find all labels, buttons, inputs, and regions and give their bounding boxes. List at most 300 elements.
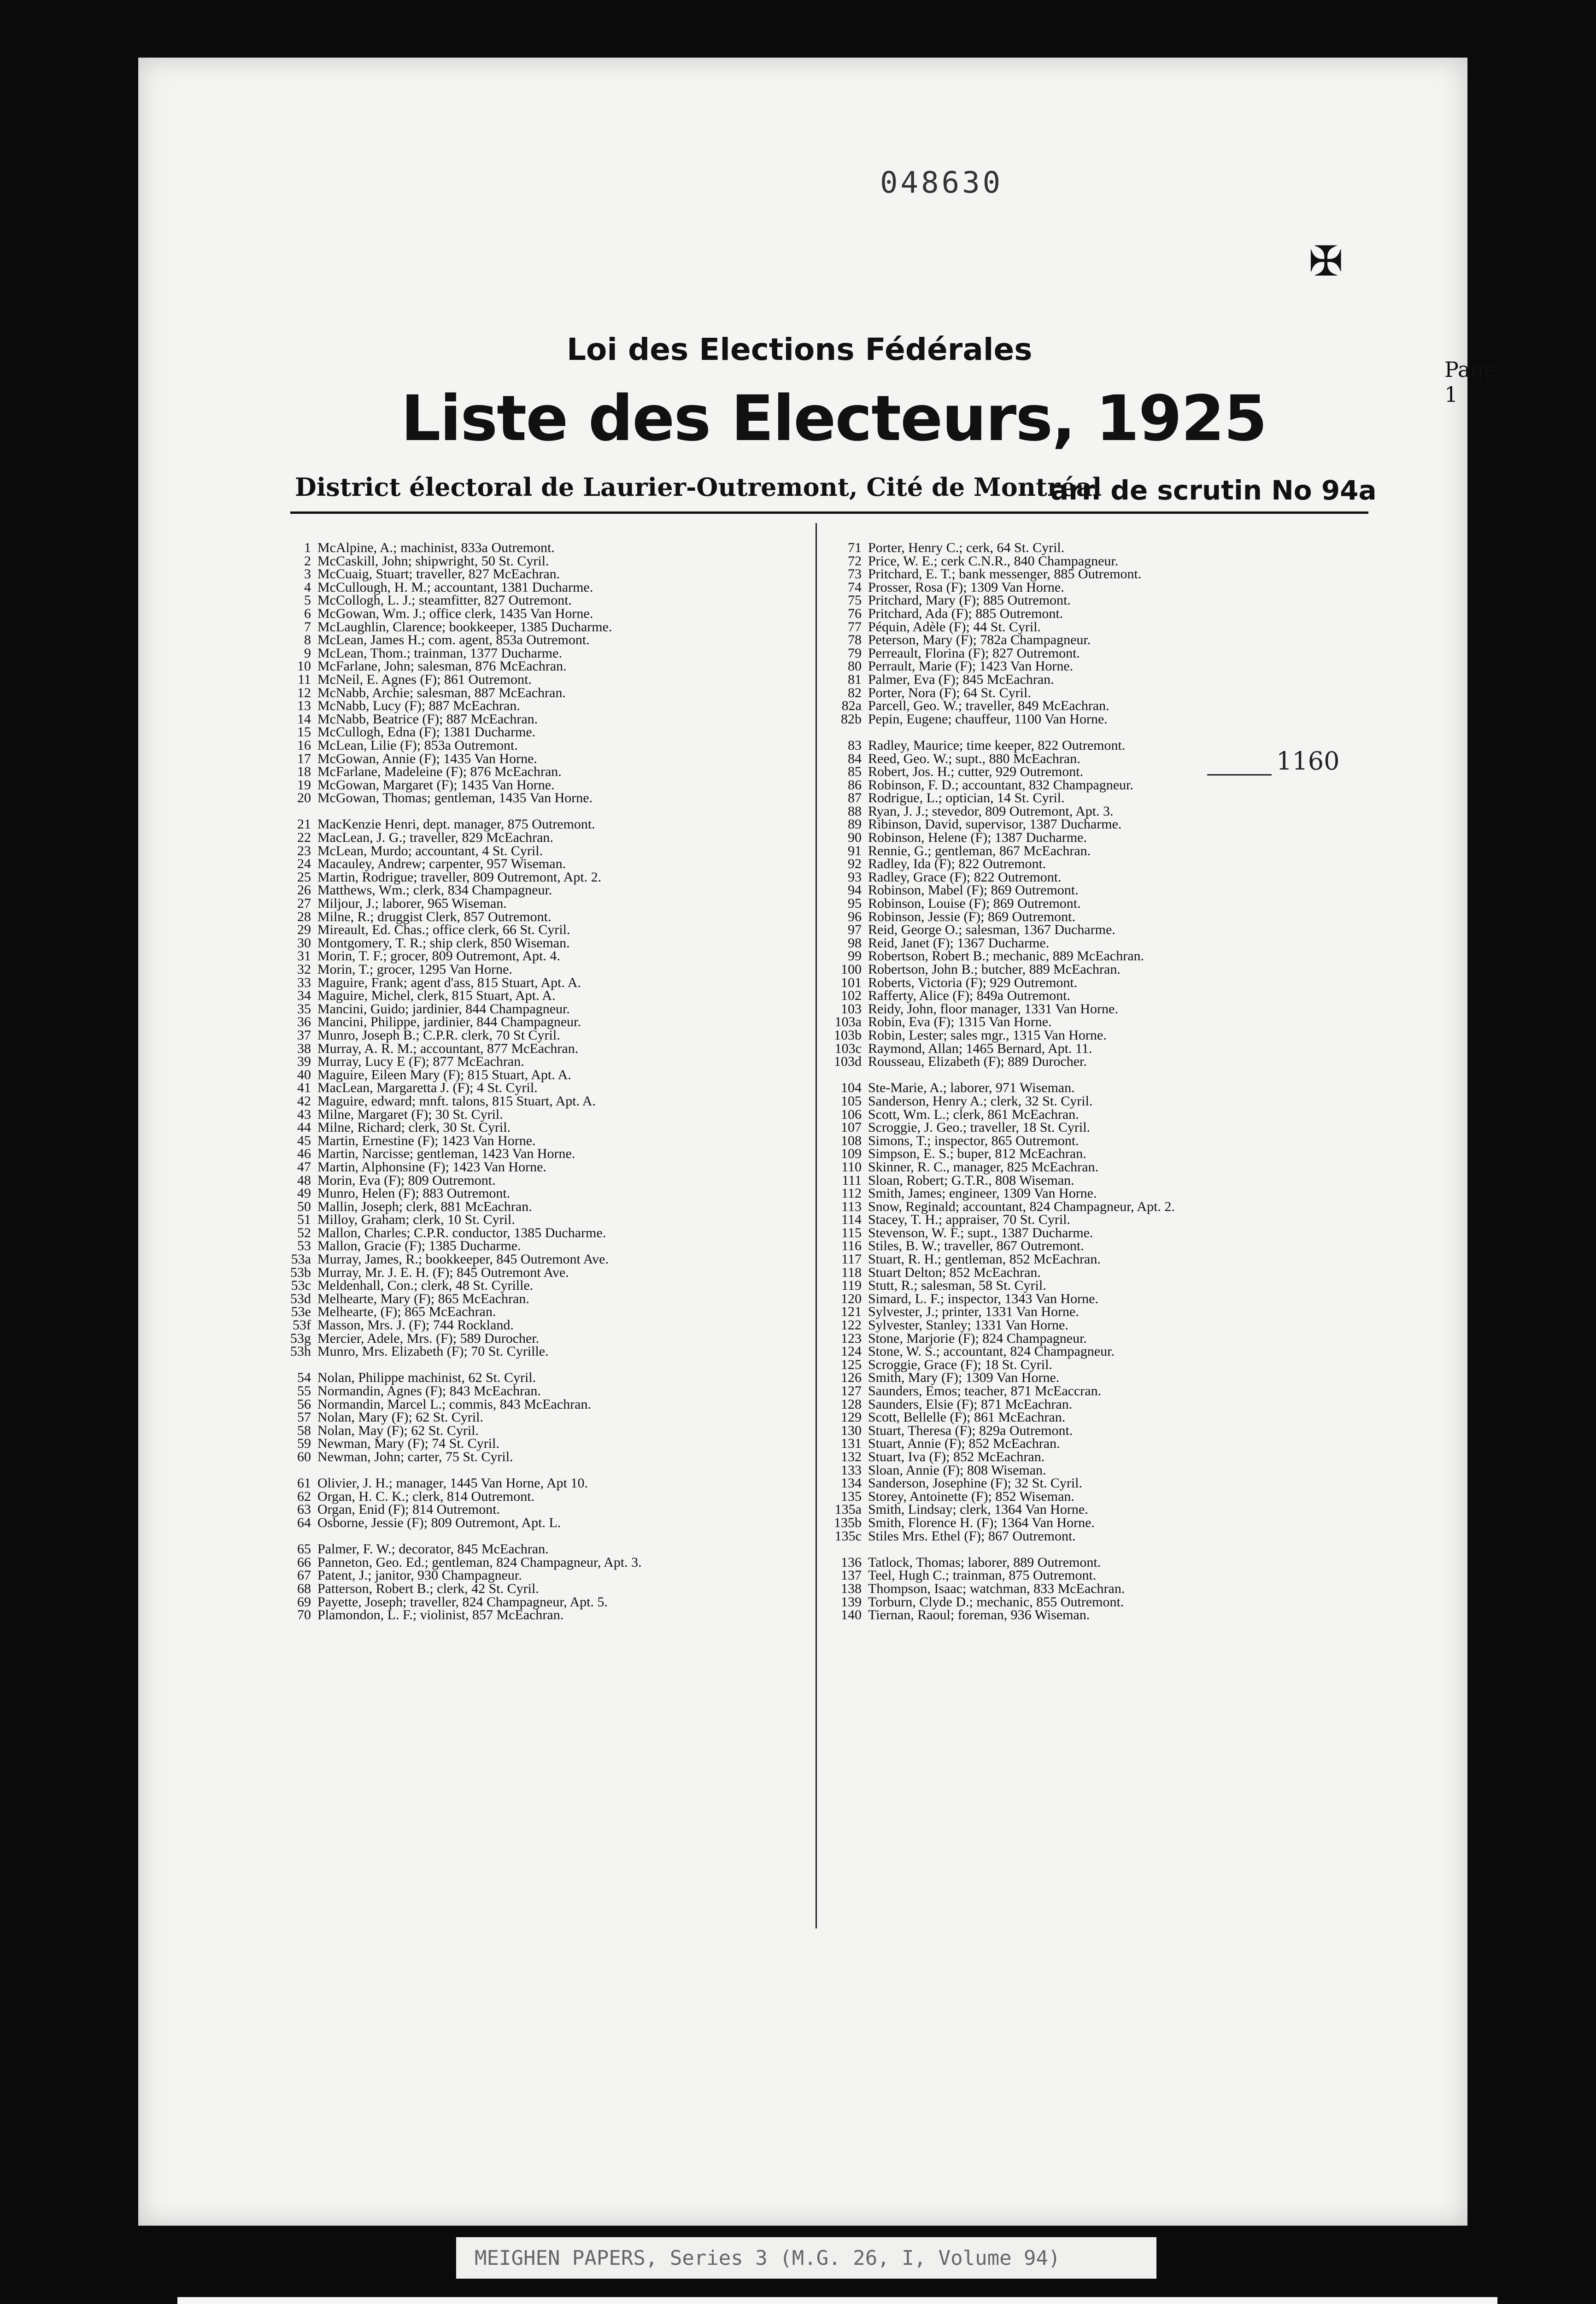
district-label: District électoral de Laurier-Outremont, Cité de Montréal xyxy=(295,472,1102,502)
elector-number: 40 xyxy=(297,1067,311,1082)
elector-details: Skinner, R. C., manager, 825 McEachran. xyxy=(868,1159,1098,1175)
elector-number: 140 xyxy=(841,1607,862,1623)
elector-entry xyxy=(276,858,806,871)
elector-number: 79 xyxy=(848,645,862,661)
elector-number: 133 xyxy=(841,1462,862,1478)
elector-details: Sanderson, Henry A.; clerk, 32 St. Cyril. xyxy=(868,1093,1093,1109)
elector-number: 113 xyxy=(841,1199,862,1214)
elector-number: 83 xyxy=(848,737,862,753)
list-gap xyxy=(827,1069,1380,1082)
elector-details: MacLean, J. G.; traveller, 829 McEachran. xyxy=(317,830,553,846)
elector-details: Torburn, Clyde D.; mechanic, 855 Outremont. xyxy=(868,1594,1124,1610)
elector-details: Maguire, Michel, clerk, 815 Stuart, Apt. A. xyxy=(317,988,556,1004)
elector-number: 99 xyxy=(848,948,862,964)
elector-number: 34 xyxy=(297,988,311,1004)
elector-details: Smith, Mary (F); 1309 Van Horne. xyxy=(868,1370,1060,1386)
elector-number: 82 xyxy=(848,685,862,700)
elector-entry xyxy=(276,897,806,911)
elector-number: 93 xyxy=(848,869,862,885)
elector-entry xyxy=(827,1293,1380,1306)
elector-details: Sloan, Robert; G.T.R., 808 Wiseman. xyxy=(868,1172,1074,1188)
elector-number: 101 xyxy=(841,975,862,990)
elector-details: Martin, Alphonsine (F); 1423 Van Horne. xyxy=(317,1159,546,1175)
elector-number: 103b xyxy=(834,1027,862,1043)
elector-entry xyxy=(276,1003,806,1016)
elector-details: Maguire, edward; mnft. talons, 815 Stuart, Apt. A. xyxy=(317,1093,596,1109)
elector-number: 92 xyxy=(848,856,862,872)
list-gap xyxy=(276,1530,806,1543)
elector-entry xyxy=(276,607,806,621)
elector-number: 67 xyxy=(297,1568,311,1583)
elector-number: 55 xyxy=(297,1383,311,1399)
elector-entry xyxy=(276,963,806,976)
elector-entry xyxy=(276,1121,806,1134)
elector-details: McNabb, Lucy (F); 887 McEachran. xyxy=(317,698,520,714)
elector-details: Milne, Richard; clerk, 30 St. Cyril. xyxy=(317,1120,511,1135)
elector-entry xyxy=(276,1490,806,1504)
elector-entry xyxy=(827,1161,1380,1174)
elector-details: Murray, Lucy E (F); 877 McEachran. xyxy=(317,1054,524,1070)
elector-entry xyxy=(827,1200,1380,1214)
elector-details: Price, W. E.; cerk C.N.R., 840 Champagneur. xyxy=(868,553,1119,569)
elector-entry xyxy=(276,1582,806,1596)
elector-details: McFarlane, John; salesman, 876 McEachran. xyxy=(317,658,567,674)
elector-number: 110 xyxy=(841,1159,862,1175)
elector-entry xyxy=(276,1596,806,1609)
elector-number: 45 xyxy=(297,1133,311,1148)
elector-details: McGowan, Margaret (F); 1435 Van Horne. xyxy=(317,777,555,793)
elector-details: Mallon, Charles; C.P.R. conductor, 1385 Ducharme. xyxy=(317,1225,606,1240)
elector-details: Perrault, Marie (F); 1423 Van Horne. xyxy=(868,658,1074,674)
elector-entry xyxy=(827,660,1380,673)
elector-details: McNabb, Beatrice (F); 887 McEachran. xyxy=(317,711,538,727)
elector-details: Normandin, Marcel L.; commis, 843 McEachran. xyxy=(317,1396,591,1412)
elector-entry xyxy=(276,687,806,700)
elector-details: Mallin, Joseph; clerk, 881 McEachran. xyxy=(317,1199,532,1214)
elector-number: 72 xyxy=(848,553,862,569)
elector-number: 89 xyxy=(848,817,862,832)
elector-number: 53e xyxy=(291,1304,311,1320)
elector-entry xyxy=(276,937,806,950)
elector-details: McGowan, Wm. J.; office clerk, 1435 Van Horne. xyxy=(317,605,593,621)
elector-details: MacKenzie Henri, dept. manager, 875 Outremont. xyxy=(317,817,595,832)
elector-number: 124 xyxy=(841,1344,862,1359)
elector-number: 5 xyxy=(304,593,311,608)
elector-number: 107 xyxy=(841,1120,862,1135)
elector-entry xyxy=(827,568,1380,581)
elector-details: Murray, A. R. M.; accountant, 877 McEachran. xyxy=(317,1040,579,1056)
main-title: Liste des Electeurs, 1925 xyxy=(401,382,1267,455)
elector-number: 117 xyxy=(841,1252,862,1267)
elector-number: 69 xyxy=(297,1594,311,1610)
elector-number: 46 xyxy=(297,1146,311,1162)
list-gap xyxy=(276,1464,806,1477)
elector-entry xyxy=(276,1293,806,1306)
elector-details: Patterson, Robert B.; clerk, 42 St. Cyril. xyxy=(317,1581,539,1596)
elector-number: 82a xyxy=(841,698,862,714)
elector-details: Stiles, B. W.; traveller, 867 Outremont. xyxy=(868,1238,1084,1254)
elector-number: 86 xyxy=(848,777,862,793)
elector-entry xyxy=(276,1187,806,1200)
elector-entry xyxy=(827,1530,1380,1543)
elector-entry xyxy=(276,1411,806,1424)
handwritten-annotation: 1160 xyxy=(1276,746,1340,776)
elector-number: 112 xyxy=(841,1186,862,1201)
elector-entry xyxy=(827,1042,1380,1056)
elector-number: 13 xyxy=(297,698,311,714)
elector-entry xyxy=(276,1371,806,1385)
elector-number: 134 xyxy=(841,1475,862,1491)
elector-entry xyxy=(276,1305,806,1319)
elector-details: Milne, Margaret (F); 30 St. Cyril. xyxy=(317,1106,503,1122)
elector-entry xyxy=(276,739,806,752)
elector-details: Macauley, Andrew; carpenter, 957 Wiseman. xyxy=(317,856,566,872)
elector-entry xyxy=(827,1424,1380,1438)
elector-number: 97 xyxy=(848,922,862,938)
elector-number: 1 xyxy=(304,540,311,555)
elector-entry xyxy=(276,765,806,779)
elector-details: Matthews, Wm.; clerk, 834 Champagneur. xyxy=(317,882,552,898)
elector-details: Mancini, Guido; jardinier, 844 Champagneur. xyxy=(317,1001,570,1017)
elector-entry xyxy=(276,1266,806,1280)
elector-details: McCullogh, Edna (F); 1381 Ducharme. xyxy=(317,724,536,740)
elector-entry xyxy=(827,1437,1380,1451)
elector-number: 58 xyxy=(297,1422,311,1438)
elector-details: Mancini, Philippe, jardinier, 844 Champagneur. xyxy=(317,1014,581,1030)
elector-number: 28 xyxy=(297,909,311,924)
elector-details: Stuart, R. H.; gentleman, 852 McEachran. xyxy=(868,1252,1101,1267)
elector-entry xyxy=(827,897,1380,911)
elector-details: Robin, Lester; sales mgr., 1315 Van Horne. xyxy=(868,1027,1107,1043)
elector-details: Melhearte, Mary (F); 865 McEachran. xyxy=(317,1291,529,1306)
elector-number: 68 xyxy=(297,1581,311,1596)
elector-details: McFarlane, Madeleine (F); 876 McEachran. xyxy=(317,764,562,780)
elector-details: Parcell, Geo. W.; traveller, 849 McEachran. xyxy=(868,698,1109,714)
elector-number: 10 xyxy=(297,658,311,674)
elector-entry xyxy=(827,805,1380,818)
elector-details: Stuart, Annie (F); 852 McEachran. xyxy=(868,1436,1060,1452)
elector-number: 87 xyxy=(848,790,862,806)
elector-number: 61 xyxy=(297,1475,311,1491)
elector-number: 19 xyxy=(297,777,311,793)
elector-details: Morin, T.; grocer, 1295 Van Horne. xyxy=(317,962,512,977)
elector-details: Pritchard, Mary (F); 885 Outremont. xyxy=(868,593,1071,608)
stamp-number: 048630 xyxy=(880,166,1003,200)
elector-details: Munro, Helen (F); 883 Outremont. xyxy=(317,1186,510,1201)
polling-division: arr. de scrutin No 94a xyxy=(1050,475,1377,506)
elector-entry xyxy=(276,647,806,660)
elector-details: Scroggie, Grace (F); 18 St. Cyril. xyxy=(868,1357,1052,1372)
elector-number: 38 xyxy=(297,1040,311,1056)
handwritten-line xyxy=(1207,774,1272,776)
elector-details: Stuart Delton; 852 McEachran. xyxy=(868,1264,1041,1280)
list-gap xyxy=(827,1543,1380,1556)
elector-number: 12 xyxy=(297,685,311,700)
elector-entry xyxy=(827,1003,1380,1016)
elector-entry xyxy=(276,1332,806,1346)
elector-number: 44 xyxy=(297,1120,311,1135)
elector-entry xyxy=(827,1147,1380,1161)
elector-entry xyxy=(276,1147,806,1161)
elector-number: 20 xyxy=(297,790,311,806)
elector-number: 123 xyxy=(841,1330,862,1346)
elector-details: Murray, James, R.; bookkeeper, 845 Outremont Ave. xyxy=(317,1252,609,1267)
elector-entry xyxy=(276,568,806,581)
pen-mark-icon: ✠ xyxy=(1308,237,1344,286)
elector-details: Rennie, G.; gentleman, 867 McEachran. xyxy=(868,843,1091,858)
elector-entry xyxy=(827,581,1380,594)
elector-number: 135b xyxy=(834,1515,862,1530)
elector-details: McCullough, H. M.; accountant, 1381 Ducharme. xyxy=(317,579,593,595)
elector-details: Montgomery, T. R.; ship clerk, 850 Wiseman. xyxy=(317,935,570,951)
elector-details: Reid, Janet (F); 1367 Ducharme. xyxy=(868,935,1050,951)
elector-number: 71 xyxy=(848,540,862,555)
elector-number: 80 xyxy=(848,658,862,674)
elector-details: McGowan, Thomas; gentleman, 1435 Van Horne. xyxy=(317,790,593,806)
elector-entry xyxy=(827,1464,1380,1477)
elector-details: Sloan, Annie (F); 808 Wiseman. xyxy=(868,1462,1046,1478)
elector-entry xyxy=(276,1016,806,1029)
elector-number: 137 xyxy=(841,1568,862,1583)
elector-number: 54 xyxy=(297,1370,311,1386)
elector-entry xyxy=(276,1609,806,1622)
elector-number: 36 xyxy=(297,1014,311,1030)
elector-number: 25 xyxy=(297,869,311,885)
elector-details: Sanderson, Josephine (F); 32 St. Cyril. xyxy=(868,1475,1082,1491)
elector-number: 43 xyxy=(297,1106,311,1122)
elector-details: Robertson, John B.; butcher, 889 McEachran. xyxy=(868,962,1121,977)
elector-entry xyxy=(276,1174,806,1187)
elector-details: Snow, Reginald; accountant, 824 Champagneur, Apt. 2. xyxy=(868,1199,1175,1214)
elector-entry xyxy=(276,989,806,1003)
elector-entry xyxy=(827,541,1380,555)
elector-details: Organ, H. C. K.; clerk, 814 Outremont. xyxy=(317,1488,535,1504)
elector-entry xyxy=(276,1398,806,1411)
elector-details: Patent, J.; janitor, 930 Champagneur. xyxy=(317,1568,522,1583)
elector-details: Ste-Marie, A.; laborer, 971 Wiseman. xyxy=(868,1080,1075,1096)
elector-number: 37 xyxy=(297,1027,311,1043)
elector-number: 130 xyxy=(841,1422,862,1438)
elector-number: 52 xyxy=(297,1225,311,1240)
elector-number: 103a xyxy=(834,1014,862,1030)
elector-number: 33 xyxy=(297,975,311,990)
elector-details: Stiles Mrs. Ethel (F); 867 Outremont. xyxy=(868,1528,1076,1544)
elector-details: Panneton, Geo. Ed.; gentleman, 824 Champagneur, Apt. 3. xyxy=(317,1554,642,1570)
elector-details: Mercier, Adele, Mrs. (F); 589 Durocher. xyxy=(317,1330,540,1346)
elector-details: Rousseau, Elizabeth (F); 889 Durocher. xyxy=(868,1054,1087,1070)
elector-number: 59 xyxy=(297,1436,311,1452)
elector-entry xyxy=(827,1213,1380,1227)
elector-entry xyxy=(827,1385,1380,1398)
elector-number: 77 xyxy=(848,619,862,635)
archive-card xyxy=(177,2297,1497,2304)
elector-entry xyxy=(827,1016,1380,1029)
elector-number: 56 xyxy=(297,1396,311,1412)
elector-details: Thompson, Isaac; watchman, 833 McEachran. xyxy=(868,1581,1125,1596)
elector-number: 35 xyxy=(297,1001,311,1017)
elector-number: 91 xyxy=(848,843,862,858)
elector-details: McCaskill, John; shipwright, 50 St. Cyril. xyxy=(317,553,549,569)
elector-entry xyxy=(827,1081,1380,1095)
elector-number: 81 xyxy=(848,671,862,687)
header-rule xyxy=(290,511,1368,514)
elector-details: Radley, Grace (F); 822 Outremont. xyxy=(868,869,1062,885)
elector-number: 27 xyxy=(297,896,311,911)
elector-details: Morin, T. F.; grocer, 809 Outremont, Apt. 4. xyxy=(317,948,560,964)
elector-entry xyxy=(276,581,806,594)
elector-entry xyxy=(276,699,806,713)
elector-number: 65 xyxy=(297,1541,311,1557)
elector-number: 135 xyxy=(841,1488,862,1504)
elector-number: 78 xyxy=(848,632,862,648)
elector-entry xyxy=(276,1081,806,1095)
elector-entry xyxy=(827,1503,1380,1516)
elector-number: 57 xyxy=(297,1410,311,1425)
elector-number: 53d xyxy=(290,1291,311,1306)
elector-details: Saunders, Emos; teacher, 871 McEaccran. xyxy=(868,1383,1102,1399)
elector-details: Maguire, Frank; agent d'ass, 815 Stuart, Apt. A. xyxy=(317,975,581,990)
elector-details: Radley, Maurice; time keeper, 822 Outremont. xyxy=(868,737,1126,753)
elector-details: Ryan, J. J.; stevedor, 809 Outremont, Apt. 3. xyxy=(868,803,1114,819)
elector-details: Reid, George O.; salesman, 1367 Ducharme. xyxy=(868,922,1115,938)
elector-number: 8 xyxy=(304,632,311,648)
elector-entry xyxy=(276,1543,806,1556)
elector-number: 138 xyxy=(841,1581,862,1596)
elector-details: MacLean, Margaretta J. (F); 4 St. Cyril. xyxy=(317,1080,538,1096)
elector-entry xyxy=(827,607,1380,621)
elector-details: Newman, Mary (F); 74 St. Cyril. xyxy=(317,1436,499,1452)
elector-entry xyxy=(827,1266,1380,1280)
elector-number: 26 xyxy=(297,882,311,898)
elector-entry xyxy=(276,594,806,607)
elector-details: Scott, Wm. L.; clerk, 861 McEachran. xyxy=(868,1106,1079,1122)
elector-number: 51 xyxy=(297,1212,311,1228)
elector-entry xyxy=(827,1134,1380,1148)
elector-details: Robert, Jos. H.; cutter, 929 Outremont. xyxy=(868,764,1084,780)
elector-entry xyxy=(276,660,806,673)
elector-details: McLean, James H.; com. agent, 853a Outremont. xyxy=(317,632,590,648)
elector-entry xyxy=(827,1029,1380,1042)
elector-details: Nolan, May (F); 62 St. Cyril. xyxy=(317,1422,479,1438)
elector-entry xyxy=(827,1477,1380,1490)
elector-number: 74 xyxy=(848,579,862,595)
elector-details: Teel, Hugh C.; trainman, 875 Outremont. xyxy=(868,1568,1097,1583)
elector-number: 21 xyxy=(297,817,311,832)
elector-number: 75 xyxy=(848,593,862,608)
elector-number: 31 xyxy=(297,948,311,964)
elector-number: 73 xyxy=(848,566,862,582)
elector-entry xyxy=(827,858,1380,871)
elector-number: 49 xyxy=(297,1186,311,1201)
elector-entry xyxy=(827,594,1380,607)
elector-entry xyxy=(276,923,806,937)
elector-details: Robertson, Robert B.; mechanic, 889 McEachran. xyxy=(868,948,1144,964)
elector-entry xyxy=(827,1055,1380,1069)
column-divider xyxy=(816,523,817,1928)
elector-details: Scott, Bellelle (F); 861 McEachran. xyxy=(868,1410,1066,1425)
elector-details: McGowan, Annie (F); 1435 Van Horne. xyxy=(317,751,537,766)
elector-entry xyxy=(827,647,1380,660)
elector-number: 17 xyxy=(297,751,311,766)
elector-number: 129 xyxy=(841,1410,862,1425)
elector-details: Roberts, Victoria (F); 929 Outremont. xyxy=(868,975,1078,990)
elector-number: 4 xyxy=(304,579,311,595)
elector-details: Stone, W. S.; accountant, 824 Champagneur. xyxy=(868,1344,1115,1359)
elector-entry xyxy=(276,976,806,990)
elector-number: 125 xyxy=(841,1357,862,1372)
elector-details: McNeil, E. Agnes (F); 861 Outremont. xyxy=(317,671,532,687)
elector-number: 6 xyxy=(304,605,311,621)
elector-entry xyxy=(827,792,1380,805)
elector-entry xyxy=(276,950,806,963)
elector-details: Rafferty, Alice (F); 849a Outremont. xyxy=(868,988,1071,1004)
elector-entry xyxy=(276,1253,806,1266)
elector-entry xyxy=(827,884,1380,897)
elector-number: 90 xyxy=(848,830,862,846)
elector-details: Robinson, Jessie (F); 869 Outremont. xyxy=(868,909,1075,924)
elector-number: 102 xyxy=(841,988,862,1004)
elector-number: 127 xyxy=(841,1383,862,1399)
elector-details: Stone, Marjorie (F); 824 Champagneur. xyxy=(868,1330,1087,1346)
elector-number: 3 xyxy=(304,566,311,582)
elector-entry xyxy=(276,1279,806,1293)
elector-number: 126 xyxy=(841,1370,862,1386)
elector-number: 18 xyxy=(297,764,311,780)
elector-entry xyxy=(276,555,806,568)
elector-number: 122 xyxy=(841,1317,862,1333)
elector-entry xyxy=(276,1319,806,1332)
elector-details: McAlpine, A.; machinist, 833a Outremont. xyxy=(317,540,555,555)
elector-number: 7 xyxy=(304,619,311,635)
elector-number: 41 xyxy=(297,1080,311,1096)
elector-number: 120 xyxy=(841,1291,862,1306)
elector-number: 109 xyxy=(841,1146,862,1162)
elector-details: Robinson, Mabel (F); 869 Outremont. xyxy=(868,882,1079,898)
elector-number: 53f xyxy=(293,1317,311,1333)
archive-reference: MEIGHEN PAPERS, Series 3 (M.G. 26, I, Volume 94) xyxy=(475,2246,1061,2270)
elector-list-left xyxy=(276,541,806,1622)
elector-details: Martin, Ernestine (F); 1423 Van Horne. xyxy=(317,1133,536,1148)
elector-entry xyxy=(827,923,1380,937)
elector-entry xyxy=(276,1161,806,1174)
elector-details: Mireault, Ed. Chas.; office clerk, 66 St. Cyril. xyxy=(317,922,570,938)
elector-details: Plamondon, L. F.; violinist, 857 McEachran. xyxy=(317,1607,564,1623)
elector-number: 94 xyxy=(848,882,862,898)
list-gap xyxy=(827,726,1380,739)
elector-entry xyxy=(276,831,806,845)
elector-entry xyxy=(827,634,1380,647)
elector-entry xyxy=(276,1069,806,1082)
elector-entry xyxy=(827,1095,1380,1108)
elector-number: 39 xyxy=(297,1054,311,1070)
elector-number: 121 xyxy=(841,1304,862,1320)
elector-number: 14 xyxy=(297,711,311,727)
elector-number: 114 xyxy=(841,1212,862,1228)
elector-entry xyxy=(827,1596,1380,1609)
elector-details: Morin, Eva (F); 809 Outremont. xyxy=(317,1172,496,1188)
elector-details: McLean, Murdo; accountant, 4 St. Cyril. xyxy=(317,843,543,858)
elector-details: Meldenhall, Con.; clerk, 48 St. Cyrille. xyxy=(317,1278,534,1293)
elector-entry xyxy=(827,779,1380,792)
list-gap xyxy=(276,805,806,818)
elector-number: 108 xyxy=(841,1133,862,1148)
elector-entry xyxy=(827,831,1380,845)
elector-entry xyxy=(276,911,806,924)
elector-list-right xyxy=(827,541,1380,1622)
elector-entry xyxy=(827,1582,1380,1596)
elector-details: Miljour, J.; laborer, 965 Wiseman. xyxy=(317,896,507,911)
elector-number: 103 xyxy=(841,1001,862,1017)
